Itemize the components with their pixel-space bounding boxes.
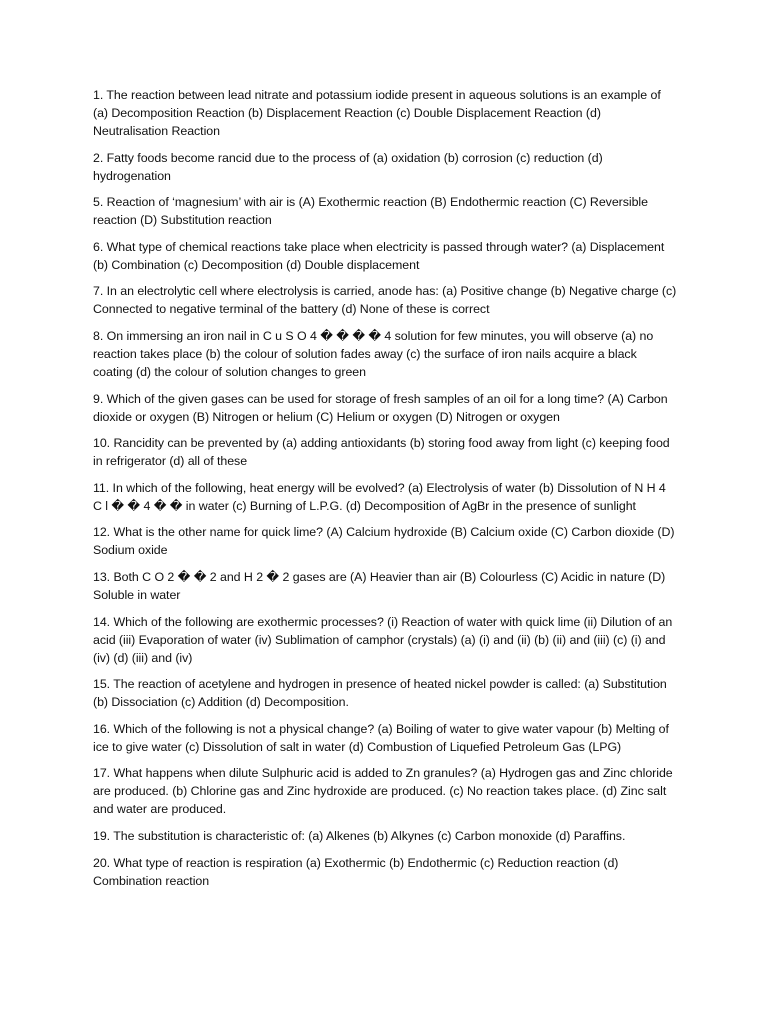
question-11: 11. In which of the following, heat energy will be evolved? (a) Electrolysis of water (b) Dissolution of N H 4 C l � � 4 � � in water (c) Burning of L.P.G. (d) Decomposition of AgBr in the presence of sunlight [93,480,666,513]
question-7: 7. In an electrolytic cell where electrolysis is carried, anode has: (a) Positive change (b) Negative charge (c) Connected to negative terminal of the battery (d) None of these is correct [93,284,677,317]
question-14: 14. Which of the following are exothermic processes? (i) Reaction of water with quick lime (ii) Dilution of an acid (iii) Evaporation of water (iv) Sublimation of camphor (crystals) (a) (i) and (ii) (b) (ii) and (iii) (c) (i) and (iv) (d) (iii) and (iv) [93,614,673,665]
question-19: 19. The substitution is characteristic of: (a) Alkenes (b) Alkynes (c) Carbon monoxide (d) Paraffins. [93,828,626,843]
question-17: 17. What happens when dilute Sulphuric acid is added to Zn granules? (a) Hydrogen gas and Zinc chloride are produced. (b) Chlorine gas and Zinc hydroxide are produced. (c) No reaction takes place. (d) Zinc salt and water are produced. [93,766,673,817]
question-1: 1. The reaction between lead nitrate and potassium iodide present in aqueous solutions is an example of (a) Decomposition Reaction (b) Displacement Reaction (c) Double Displacement Reaction (d) Neutralisation Reaction [93,88,661,138]
question-10: 10. Rancidity can be prevented by (a) adding antioxidants (b) storing food away from light (c) keeping food in refrigerator (d) all of these [93,436,670,469]
question-13: 13. Both C O 2 � � 2 and H 2 � 2 gases are (A) Heavier than air (B) Colourless (C) Acidic in nature (D) Soluble in water [93,569,666,602]
question-8: 8. On immersing an iron nail in C u S O 4 � � � � 4 solution for few minutes, you will observe (a) no reaction takes place (b) the colour of solution fades away (c) the surface of iron nails acquire a black coating (d) the colour of solution changes to green [93,328,654,379]
question-12: 12. What is the other name for quick lime? (A) Calcium hydroxide (B) Calcium oxide (C) Carbon dioxide (D) Sodium oxide [93,525,675,558]
question-9: 9. Which of the given gases can be used for storage of fresh samples of an oil for a long time? (A) Carbon dioxide or oxygen (B) Nitrogen or helium (C) Helium or oxygen (D) Nitrogen or oxygen [93,391,668,424]
question-15: 15. The reaction of acetylene and hydrogen in presence of heated nickel powder is called: (a) Substitution (b) Dissociation (c) Addition (d) Decomposition. [93,677,667,710]
question-6: 6. What type of chemical reactions take place when electricity is passed through water? (a) Displacement (b) Combination (c) Decomposition (d) Double displacement [93,239,665,272]
question-5: 5. Reaction of ‘magnesium’ with air is (A) Exothermic reaction (B) Endothermic reaction (C) Reversible reaction (D) Substitution reaction [93,195,648,228]
document-page [93,86,677,898]
question-20: 20. What type of reaction is respiration (a) Exothermic (b) Endothermic (c) Reduction reaction (d) Combination reaction [93,855,619,888]
question-2: 2. Fatty foods become rancid due to the process of (a) oxidation (b) corrosion (c) reduction (d) hydrogenation [93,150,603,183]
question-16: 16. Which of the following is not a physical change? (a) Boiling of water to give water vapour (b) Melting of ice to give water (c) Dissolution of salt in water (d) Combustion of Liquefied Petroleum Gas (LPG) [93,721,669,754]
